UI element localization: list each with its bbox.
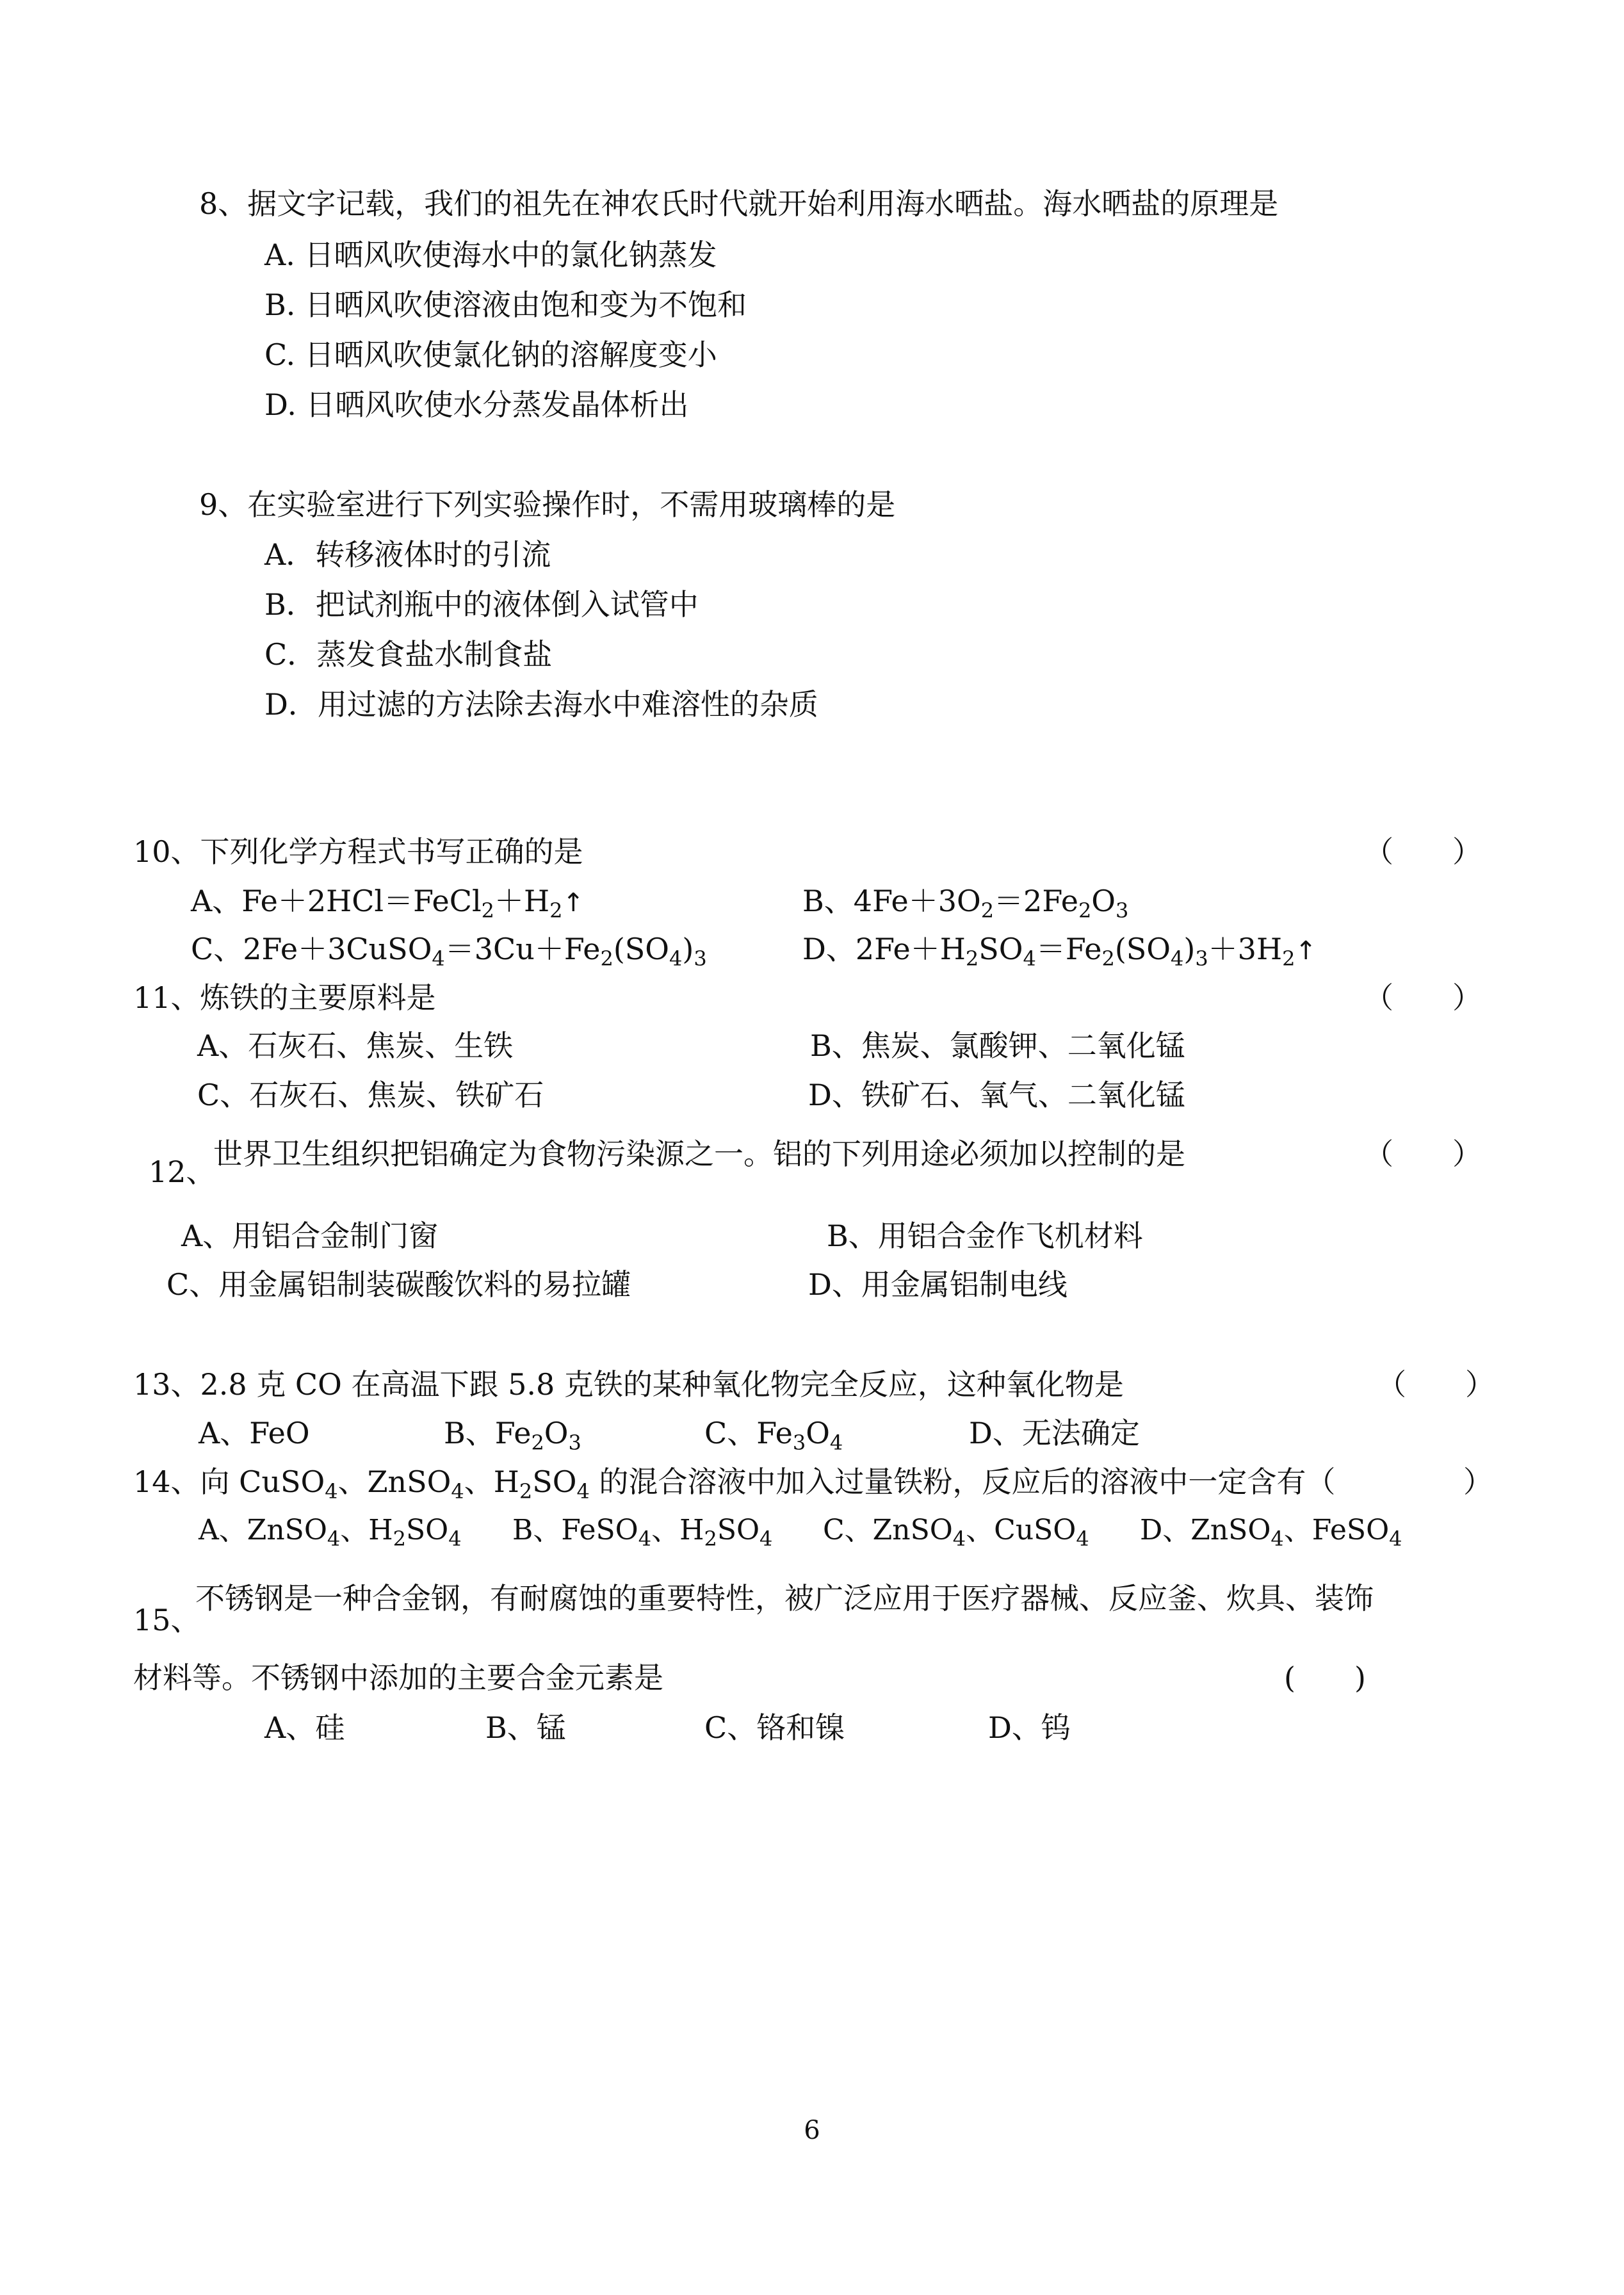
- q14-b-sub3: 4: [759, 1527, 773, 1551]
- q14-stem-text1: 14、向 CuSO: [133, 1464, 325, 1499]
- q10-option-d: [802, 930, 1317, 970]
- up-arrow-icon: ↑: [562, 888, 585, 918]
- q14-b-sub1: 4: [638, 1527, 652, 1551]
- q14-d-text2: 、FeSO: [1283, 1514, 1390, 1546]
- q13-c-text1: C、Fe: [704, 1416, 793, 1450]
- q10-c-text4: ): [682, 932, 694, 966]
- q9-stem: 9、在实验室进行下列实验操作时，不需用玻璃棒的是: [199, 487, 896, 522]
- q10-b-sub3: 3: [1116, 898, 1129, 923]
- q10-d-text4: (SO: [1114, 932, 1171, 966]
- q14-stem-sub1: 4: [325, 1479, 338, 1504]
- q10-a-text2: ＋H: [494, 884, 550, 918]
- q15-option-c: C、铬和镍: [704, 1710, 845, 1745]
- q10-option-c: [191, 930, 707, 971]
- q11-answer-paren: （ ）: [1364, 980, 1482, 1015]
- q14-stem-sub3: 2: [519, 1479, 533, 1504]
- q14-d-text1: D、ZnSO: [1140, 1514, 1271, 1546]
- q12-answer-paren: （ ）: [1364, 1137, 1482, 1171]
- q10-option-a: [191, 882, 584, 922]
- q9-option-a: A．转移液体时的引流: [264, 537, 551, 572]
- q10-b-text3: O: [1091, 884, 1116, 918]
- q14-stem-text3: 、H: [464, 1464, 519, 1499]
- q10-a-sub2: 2: [549, 898, 563, 923]
- q10-d-text5: ): [1183, 932, 1196, 966]
- q13-stem: 13、2.8 克 CO 在高温下跟 5.8 克铁的某种氧化物完全反应，这种氧化物是: [133, 1367, 1124, 1402]
- q15-answer-paren: ( ): [1284, 1660, 1366, 1695]
- q12-option-a: A、用铝合金制门窗: [181, 1219, 439, 1253]
- q14-option-b: [512, 1511, 772, 1550]
- q8-option-a: A. 日晒风吹使海水中的氯化钠蒸发: [264, 238, 717, 272]
- q14-answer-paren-close: ）: [1463, 1464, 1493, 1499]
- q13-c-sub2: 4: [829, 1431, 843, 1455]
- q14-c-sub1: 4: [952, 1527, 966, 1551]
- q14-stem-text2: 、ZnSO: [337, 1464, 451, 1499]
- q12-option-d: D、用金属铝制电线: [808, 1267, 1068, 1302]
- q10-d-sub3: 2: [1101, 946, 1115, 971]
- q14-b-text1: B、FeSO: [512, 1514, 638, 1546]
- q14-c-text2: 、CuSO: [966, 1514, 1076, 1546]
- q14-stem: [133, 1463, 1336, 1504]
- q10-d-text3: ＝Fe: [1035, 932, 1102, 966]
- q10-c-text1: C、2Fe＋3CuSO: [191, 932, 432, 966]
- q10-d-text2: SO: [978, 932, 1023, 966]
- q14-d-sub1: 4: [1271, 1527, 1284, 1551]
- q14-stem-text5: 的混合溶液中加入过量铁粉，反应后的溶液中一定含有（: [589, 1464, 1336, 1499]
- q14-stem-text4: SO: [532, 1464, 577, 1499]
- q10-d-sub1: 2: [965, 946, 979, 971]
- q10-b-text2: ＝2Fe: [994, 884, 1078, 918]
- q14-a-sub3: 4: [448, 1527, 462, 1551]
- q10-d-sub2: 4: [1023, 946, 1036, 971]
- q14-b-sub2: 2: [704, 1527, 717, 1551]
- q8-option-c: C. 日晒风吹使氯化钠的溶解度变小: [264, 337, 717, 372]
- q10-option-b: [802, 882, 1129, 923]
- q10-b-text1: B、4Fe＋3O: [802, 884, 981, 918]
- q11-option-b: B、焦炭、氯酸钾、二氧化锰: [810, 1028, 1185, 1063]
- q13-b-text1: B、Fe: [444, 1416, 532, 1450]
- q14-option-c: [823, 1511, 1089, 1550]
- q11-stem: 11、炼铁的主要原料是: [133, 980, 436, 1015]
- q14-d-sub2: 4: [1389, 1527, 1402, 1551]
- q12-number: 12、: [149, 1155, 216, 1189]
- q10-b-sub2: 2: [1078, 898, 1092, 923]
- q13-b-text2: O: [544, 1416, 569, 1450]
- q10-c-text3: (SO: [613, 932, 670, 966]
- q8-option-b: B. 日晒风吹使溶液由饱和变为不饱和: [264, 288, 747, 322]
- q11-option-a: A、石灰石、焦炭、生铁: [197, 1028, 514, 1063]
- q14-a-text1: A、ZnSO: [199, 1514, 327, 1546]
- q15-stem-line1: 不锈钢是一种合金钢，有耐腐蚀的重要特性，被广泛应用于医疗器械、反应釜、炊具、装饰: [195, 1581, 1374, 1616]
- q10-stem: 10、下列化学方程式书写正确的是: [133, 834, 583, 869]
- q14-stem-sub2: 4: [451, 1479, 464, 1504]
- q8-stem: 8、据文字记载，我们的祖先在神农氏时代就开始利用海水晒盐。海水晒盐的原理是: [199, 186, 1279, 221]
- q14-c-sub2: 4: [1076, 1527, 1089, 1551]
- q13-option-c: [704, 1414, 843, 1455]
- q9-option-d: D．用过滤的方法除去海水中难溶性的杂质: [264, 687, 818, 722]
- q13-option-d: D、无法确定: [969, 1416, 1140, 1450]
- q12-option-b: B、用铝合金作飞机材料: [827, 1219, 1143, 1253]
- q10-c-sub3: 4: [669, 946, 683, 971]
- q12-stem: 世界卫生组织把铝确定为食物污染源之一。铝的下列用途必须加以控制的是: [213, 1137, 1185, 1171]
- q11-option-c: C、石灰石、焦炭、铁矿石: [197, 1078, 544, 1112]
- q13-answer-paren: （ ）: [1377, 1367, 1495, 1402]
- q15-option-b: B、锰: [485, 1710, 566, 1745]
- q10-d-text6: ＋3H: [1208, 932, 1283, 966]
- q10-d-sub5: 3: [1195, 946, 1208, 971]
- q13-option-b: [444, 1414, 581, 1455]
- q13-c-sub1: 3: [792, 1431, 806, 1455]
- q15-stem-line2: 材料等。不锈钢中添加的主要合金元素是: [133, 1660, 663, 1695]
- q13-b-sub2: 3: [568, 1431, 581, 1455]
- q10-c-sub1: 4: [432, 946, 445, 971]
- q14-b-text2: 、H: [651, 1514, 704, 1546]
- q10-answer-paren: （ ）: [1364, 834, 1482, 869]
- q10-c-sub2: 2: [600, 946, 613, 971]
- q10-b-sub1: 2: [980, 898, 995, 923]
- q14-option-a: [199, 1511, 462, 1550]
- q14-option-d: [1140, 1511, 1402, 1550]
- q10-d-sub6: 2: [1282, 946, 1295, 971]
- q13-option-a: A、FeO: [199, 1416, 310, 1450]
- q14-b-text3: SO: [717, 1514, 760, 1546]
- q14-a-text3: SO: [406, 1514, 449, 1546]
- q12-option-c: C、用金属铝制装碳酸饮料的易拉罐: [166, 1267, 631, 1302]
- q14-c-text1: C、ZnSO: [823, 1514, 953, 1546]
- q15-number: 15、: [133, 1603, 200, 1637]
- q13-c-text2: O: [806, 1416, 830, 1450]
- q10-a-text1: A、Fe＋2HCl＝FeCl: [191, 884, 482, 918]
- q9-option-c: C．蒸发食盐水制食盐: [264, 637, 553, 672]
- q14-a-text2: 、H: [340, 1514, 393, 1546]
- q15-option-d: D、钨: [988, 1710, 1071, 1745]
- q10-c-text2: ＝3Cu＋Fe: [444, 932, 601, 966]
- up-arrow-icon: ↑: [1295, 936, 1317, 966]
- q10-d-sub4: 4: [1171, 946, 1184, 971]
- q14-a-sub1: 4: [327, 1527, 341, 1551]
- q10-d-text1: D、2Fe＋H: [802, 932, 966, 966]
- page-number: 6: [804, 2116, 820, 2145]
- q13-b-sub1: 2: [531, 1431, 544, 1455]
- q10-c-sub4: 3: [694, 946, 707, 971]
- q11-option-d: D、铁矿石、氧气、二氧化锰: [808, 1078, 1185, 1112]
- q15-option-a: A、硅: [264, 1710, 345, 1745]
- q8-option-d: D. 日晒风吹使水分蒸发晶体析出: [264, 387, 689, 422]
- q10-a-sub1: 2: [481, 898, 495, 923]
- q14-stem-sub4: 4: [576, 1479, 590, 1504]
- q9-option-b: B．把试剂瓶中的液体倒入试管中: [264, 587, 699, 622]
- q14-a-sub2: 2: [393, 1527, 406, 1551]
